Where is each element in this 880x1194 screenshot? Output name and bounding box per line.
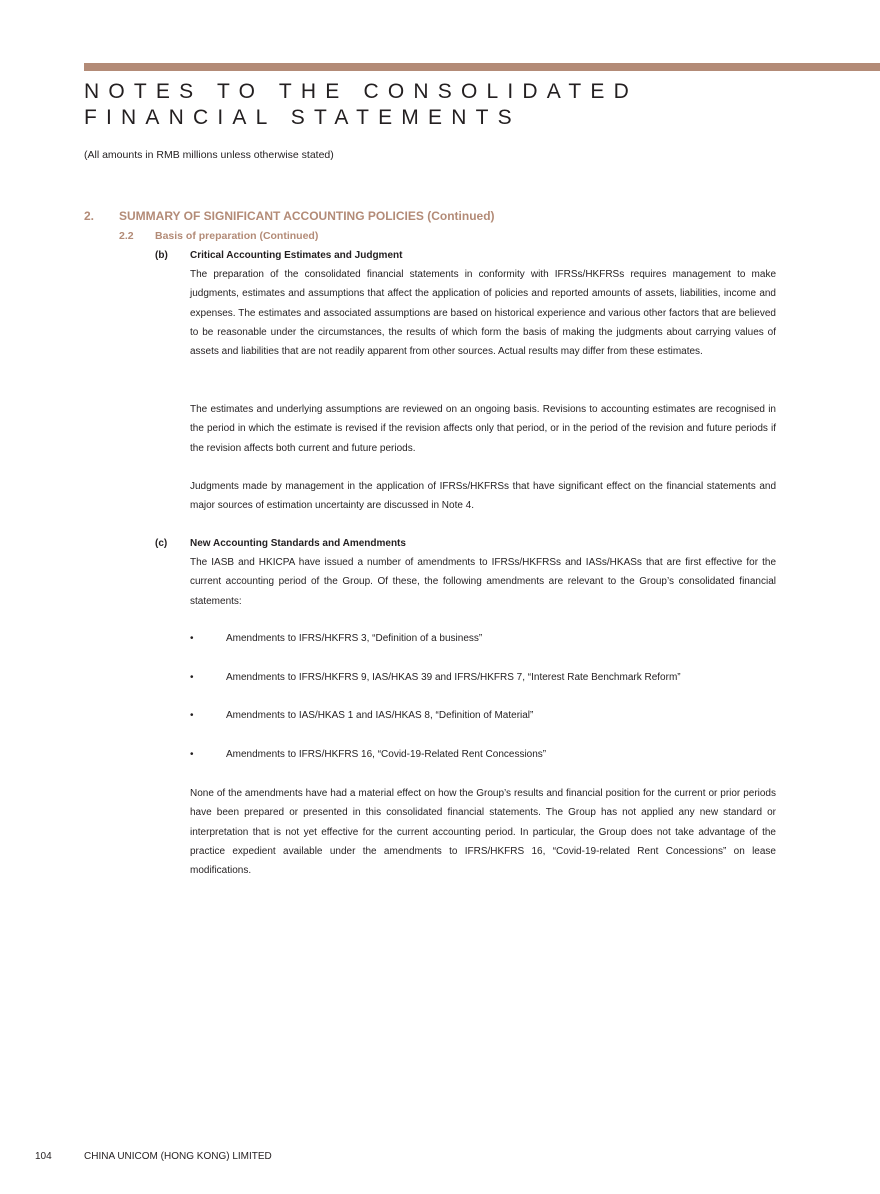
list-item: Amendments to IFRS/HKFRS 16, “Covid-19-Related Rent Concessions” — [226, 749, 547, 760]
subsection-heading — [119, 230, 318, 242]
item-c-letter: (c) — [155, 538, 168, 549]
item-b-paragraph-1: The preparation of the consolidated financial statements in conformity with IFRSs/HKFRSs requires management to make judgments, estimates and assumptions that affect the application of policies and reported amounts of assets, liabilities, income and expenses. The estimates and associated assumptions are based on historical experience and various other factors that are believed to be reasonable under the circumstances, the results of which form the basis of making the judgments about carrying values of assets and liabilities that are not readily apparent from other sources. Actual results may differ from these estimates. — [190, 269, 776, 358]
page-number: 104 — [35, 1151, 52, 1162]
amounts-note: (All amounts in RMB millions unless otherwise stated) — [84, 149, 334, 161]
bullet-dot: • — [190, 710, 194, 721]
item-c-closing: None of the amendments have had a material effect on how the Group’s results and financial position for the current or prior periods have been prepared or presented in this consolidated financial statements. The Group has not applied any new standard or interpretation that is not yet effective for the current accounting period. In particular, the Group does not take advantage of the practice expedient available under the amendments to IFRS/HKFRS 16, “Covid-19-related Rent Concessions” on lease modifications. — [190, 788, 776, 877]
section-number: 2. — [84, 209, 95, 223]
item-b-paragraph-3: Judgments made by management in the application of IFRSs/HKFRSs that have significant effect on the financial statements and major sources of estimation uncertainty are discussed in Note 4. — [190, 481, 776, 512]
list-item: Amendments to IAS/HKAS 1 and IAS/HKAS 8, “Definition of Material” — [226, 710, 534, 721]
page-title-line2: FINANCIAL STATEMENTS — [84, 106, 521, 129]
section-heading — [84, 209, 495, 223]
item-b-title: Critical Accounting Estimates and Judgment — [190, 250, 403, 261]
list-item: Amendments to IFRS/HKFRS 9, IAS/HKAS 39 and IFRS/HKFRS 7, “Interest Rate Benchmark Reform” — [226, 672, 681, 683]
item-c-intro: The IASB and HKICPA have issued a number of amendments to IFRSs/HKFRSs and IASs/HKASs that are first effective for the current accounting period of the Group. Of these, the following amendments are relevant to the Group’s consolidated financial statements: — [190, 557, 776, 607]
bullet-dot: • — [190, 749, 194, 760]
item-b-letter: (b) — [155, 250, 168, 261]
page-title — [84, 79, 638, 131]
bullet-dot: • — [190, 672, 194, 683]
company-name: CHINA UNICOM (HONG KONG) LIMITED — [84, 1151, 272, 1162]
list-item: Amendments to IFRS/HKFRS 3, “Definition of a business” — [226, 633, 483, 644]
subsection-number: 2.2 — [119, 230, 134, 242]
item-c-title: New Accounting Standards and Amendments — [190, 538, 406, 549]
bullet-dot: • — [190, 633, 194, 644]
header-accent-bar — [84, 63, 880, 71]
subsection-title: Basis of preparation (Continued) — [155, 230, 319, 242]
page-title-line1: NOTES TO THE CONSOLIDATED — [84, 80, 639, 103]
section-title: SUMMARY OF SIGNIFICANT ACCOUNTING POLICIES (Continued) — [119, 209, 495, 223]
item-b-paragraph-2: The estimates and underlying assumptions are reviewed on an ongoing basis. Revisions to accounting estimates are recognised in the period in which the estimate is revised if the revision affects only that period, or in the period of the revision and future periods if the revision affects both current and future periods. — [190, 404, 776, 454]
